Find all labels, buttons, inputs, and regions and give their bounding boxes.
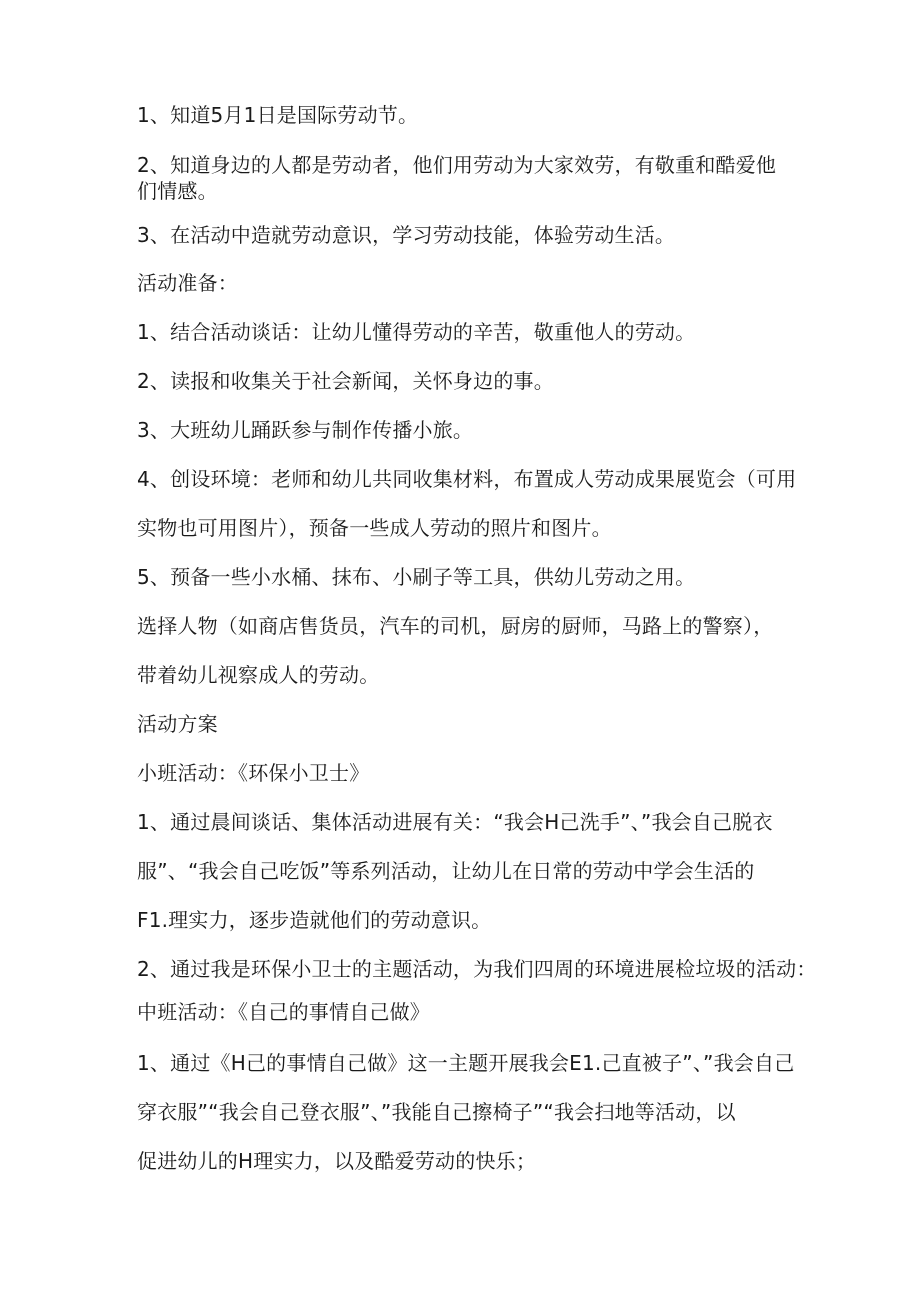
middle-class-item-1-cont: 穿衣服”“我会自己登衣服”、”我能自己擦椅子”“我会扫地等活动，以	[137, 1100, 736, 1124]
prep-item-2: 2、读报和收集关于社会新闻，关怀身边的事。	[137, 369, 554, 393]
goal-item-1: 1、知道5月1日是国际劳动节。	[137, 103, 419, 127]
subheading-small-class: 小班活动：《环保小卫士》	[137, 761, 370, 785]
goal-item-2-cont: 们情感。	[137, 179, 218, 203]
prep-item-1: 1、结合活动谈话：让幼儿懂得劳动的辛苦，敬重他人的劳动。	[137, 320, 696, 344]
middle-class-item-1-cont2: 促进幼儿的H理实力，以及酷爱劳动的快乐；	[137, 1149, 537, 1173]
section-heading-plan: 活动方案	[137, 712, 218, 736]
small-class-item-1: 1、通过晨间谈话、集体活动进展有关：“我会H己洗手”、”我会自己脱衣	[137, 810, 773, 834]
small-class-item-1-cont: 服”、“我会自己吃饭”等系列活动，让幼儿在日常的劳动中学会生活的	[137, 859, 755, 883]
small-class-item-1-cont2: F1.理实力，逐步造就他们的劳动意识。	[137, 908, 492, 932]
middle-class-item-1: 1、通过《H己的事情自己做》这一主题开展我会E1.己直被子”、”我会自己	[137, 1051, 795, 1075]
prep-item-5: 5、预备一些小水桶、抹布、小刷子等工具，供幼儿劳动之用。	[137, 565, 696, 589]
prep-item-3: 3、大班幼儿踊跃参与制作传播小旅。	[137, 418, 474, 442]
goal-item-2: 2、知道身边的人都是劳动者，他们用劳动为大家效劳，有敬重和酷爱他	[137, 153, 777, 177]
subheading-middle-class: 中班活动：《自己的事情自己做》	[137, 1000, 430, 1024]
small-class-item-2: 2、通过我是环保小卫士的主题活动，为我们四周的环境进展检垃圾的活动：	[137, 957, 817, 981]
paragraph-observe: 选择人物（如商店售货员，汽车的司机，厨房的厨师，马路上的警察），	[137, 614, 774, 638]
prep-item-4-cont: 实物也可用图片），预备一些成人劳动的照片和图片。	[137, 516, 612, 540]
section-heading-prep: 活动准备：	[137, 271, 238, 295]
prep-item-4: 4、创设环境：老师和幼儿共同收集材料，布置成人劳动成果展览会（可用	[137, 467, 797, 491]
paragraph-observe-cont: 带着幼儿视察成人的劳动。	[137, 663, 380, 687]
goal-item-3: 3、在活动中造就劳动意识，学习劳动技能，体验劳动生活。	[137, 223, 676, 247]
